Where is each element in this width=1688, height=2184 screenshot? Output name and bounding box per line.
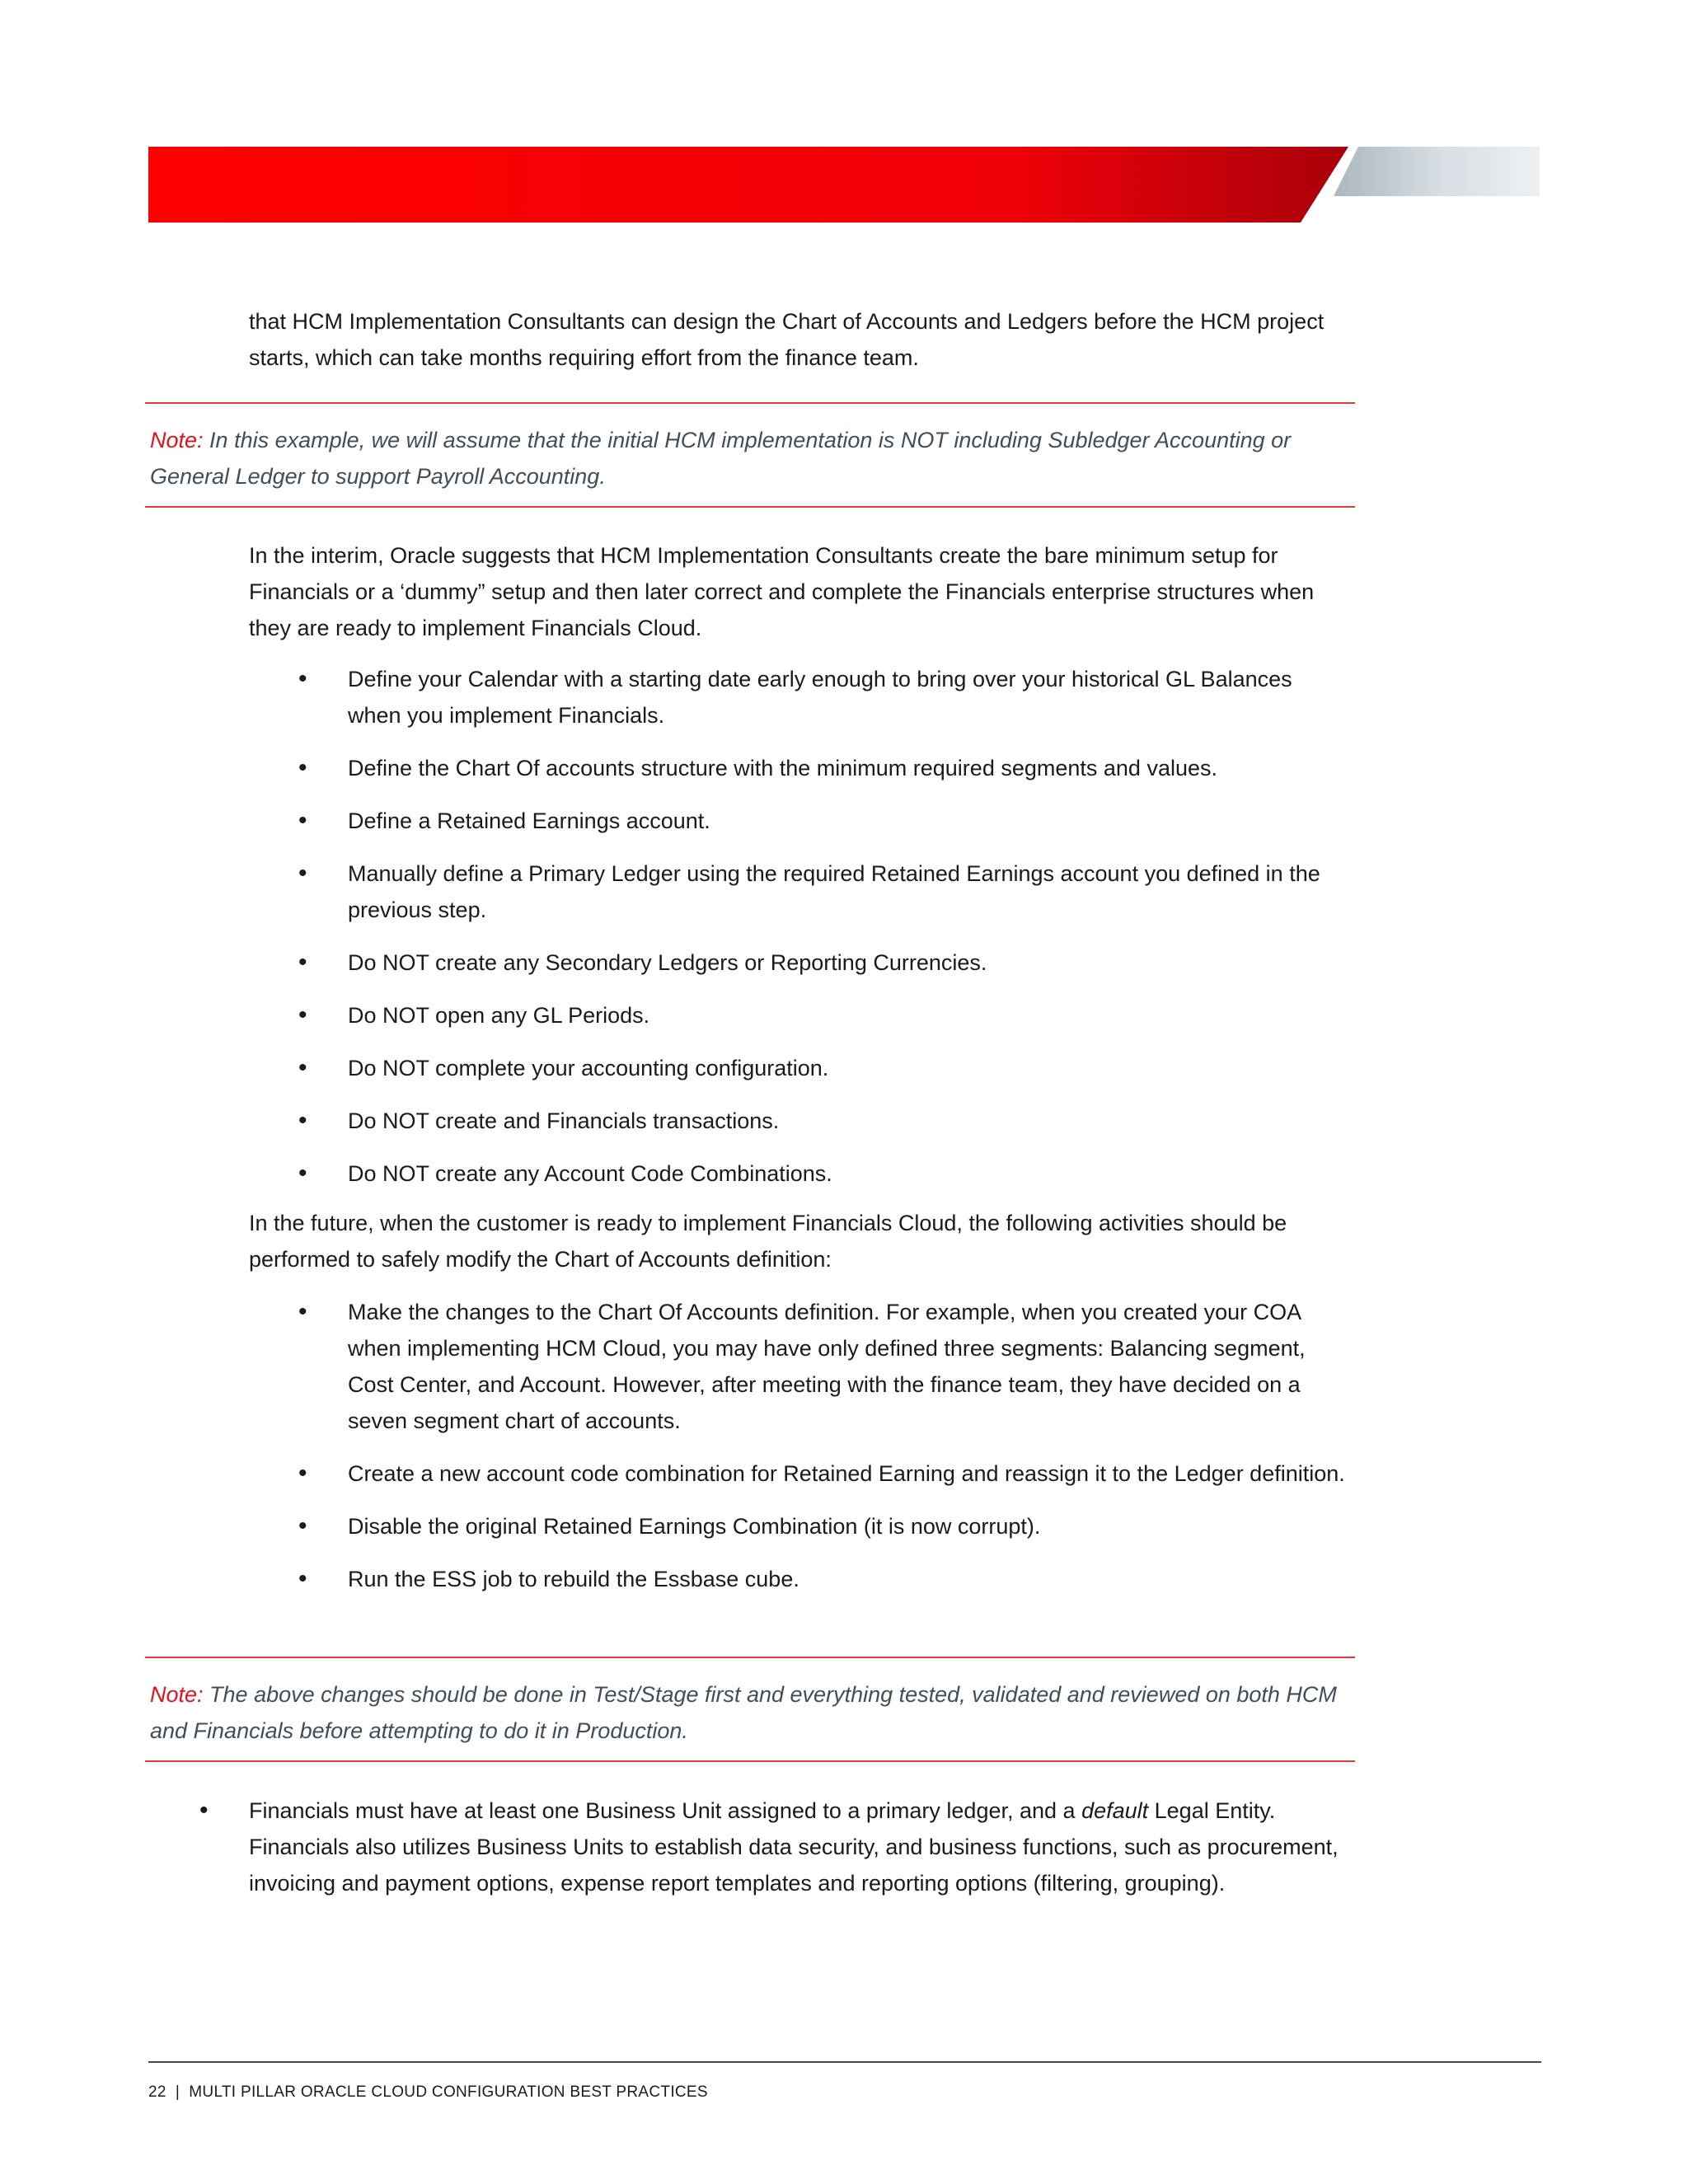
note-label: Note: (150, 428, 204, 452)
note-text: In this example, we will assume that the initial HCM implementation is NOT including Subledger Accounting or General Ledger to support Payroll Accounting. (150, 428, 1292, 489)
note-label: Note: (150, 1682, 204, 1707)
footer-divider (148, 2061, 1541, 2063)
bullet-emphasis: default (1081, 1798, 1149, 1823)
page-footer (148, 2083, 708, 2102)
list-item: • Do NOT complete your accounting configuration. (348, 1050, 1345, 1086)
bullet-text-part: Financials must have at least one Business Unit assigned to a primary ledger, and a (249, 1798, 1082, 1823)
note-callout (145, 402, 1355, 508)
header-banner (148, 147, 1540, 223)
continued-paragraph: that HCM Implementation Consultants can design the Chart of Accounts and Ledgers before the HCM project starts, which can take months requiring effort from the finance team. (249, 309, 1325, 370)
future-paragraph: In the future, when the customer is ready to implement Financials Cloud, the following activities should be performed to safely modify the Chart of Accounts definition: (249, 1211, 1287, 1272)
list-item: • Do NOT create any Account Code Combinations. (348, 1155, 1345, 1192)
list-item: • Do NOT create any Secondary Ledgers or Reporting Currencies. (348, 944, 1345, 981)
final-bullet-list (249, 1793, 1345, 1918)
list-item: • Define a Retained Earnings account. (348, 803, 1345, 839)
interim-bullet-list (348, 661, 1345, 1208)
list-item: • Make the changes to the Chart Of Accounts definition. For example, when you created your COA when implementing HCM Cloud, you may have only defined three segments: Balancing segment, Cost Center, and Account. However, after meeting with the finance team, they have decided on a seven segment chart of accounts. (348, 1294, 1345, 1439)
list-item: • Create a new account code combination for Retained Earning and reassign it to the Ledger definition. (348, 1455, 1345, 1492)
list-item: • Do NOT open any GL Periods. (348, 997, 1345, 1033)
list-item (249, 1793, 1345, 1901)
future-bullet-list (348, 1294, 1345, 1614)
note-callout (145, 1657, 1355, 1762)
page-number: 22 (148, 2083, 166, 2101)
list-item: • Disable the original Retained Earnings Combination (it is now corrupt). (348, 1508, 1345, 1544)
list-item: • Run the ESS job to rebuild the Essbase cube. (348, 1561, 1345, 1597)
footer-separator: | (166, 2083, 190, 2101)
list-item: • Define your Calendar with a starting date early enough to bring over your historical GL Balances when you implement Financials. (348, 661, 1345, 733)
bullet-text-part: Legal Entity. Financials also utilizes Business Units to establish data security, and business functions, such as procurement, invoicing and payment options, expense report templates and reporting options (filtering, grouping). (249, 1798, 1339, 1896)
note-text: The above changes should be done in Test/Stage first and everything tested, validated and reviewed on both HCM and Financials before attempting to do it in Production. (150, 1682, 1337, 1743)
interim-paragraph: In the interim, Oracle suggests that HCM Implementation Consultants create the bare minimum setup for Financials or a ‘dummy” setup and then later correct and complete the Financials enterprise structures when they are ready to implement Financials Cloud. (249, 543, 1315, 640)
header-banner-graphic (148, 147, 1540, 223)
list-item: • Manually define a Primary Ledger using the required Retained Earnings account you defined in the previous step. (348, 855, 1345, 928)
list-item: • Define the Chart Of accounts structure with the minimum required segments and values. (348, 750, 1345, 786)
list-item: • Do NOT create and Financials transactions. (348, 1103, 1345, 1139)
document-title: MULTI PILLAR ORACLE CLOUD CONFIGURATION BEST PRACTICES (189, 2083, 708, 2101)
